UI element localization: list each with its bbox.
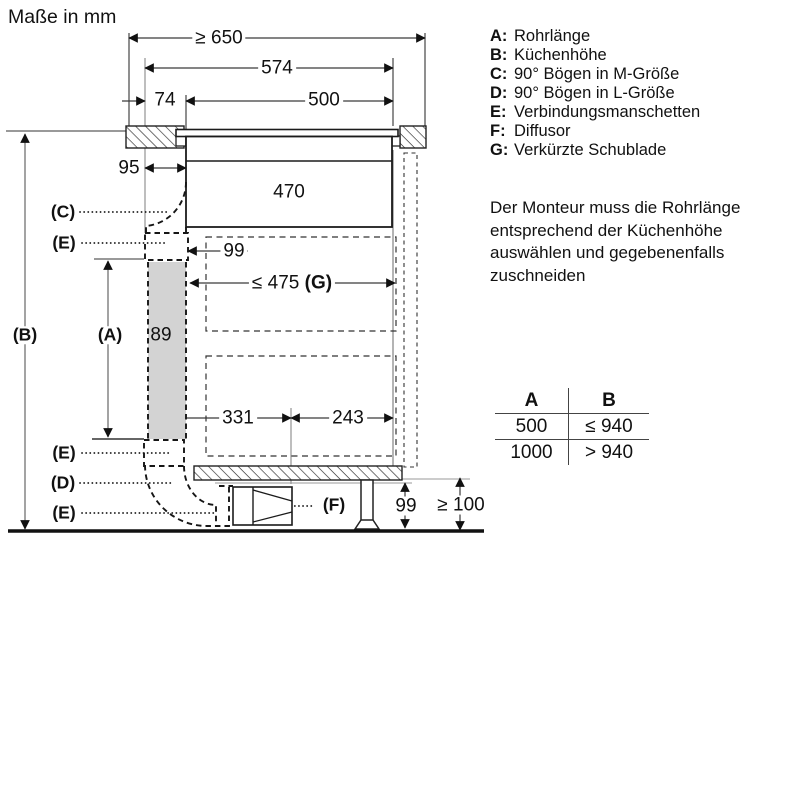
dim-475-g-ref: (G) xyxy=(304,272,333,294)
dim-500: 500 xyxy=(305,91,343,110)
legend-label: Diffusor xyxy=(514,122,571,140)
label-c: (C) xyxy=(48,203,78,221)
note-line: Der Monteur muss die Rohrlänge xyxy=(490,198,741,217)
dim-475-value: ≤ 475 xyxy=(251,272,300,294)
worktop-and-hob xyxy=(126,126,426,227)
legend-item-d xyxy=(490,84,700,103)
table-header-row xyxy=(495,388,649,414)
label-e-middle: (E) xyxy=(49,444,78,462)
table-cell-b: ≤ 940 xyxy=(569,414,650,440)
table-row xyxy=(495,440,649,466)
cabinet-back-strip xyxy=(404,153,417,467)
hob-glass xyxy=(176,130,398,137)
label-a: (A) xyxy=(95,326,125,344)
dim-99-bottom: 99 xyxy=(392,497,419,516)
note-line: zuschneiden xyxy=(490,265,586,285)
legend-key: E: xyxy=(490,103,507,121)
duct-pipe xyxy=(148,262,186,439)
dim-470: 470 xyxy=(270,183,308,202)
drawer-zone-lower xyxy=(206,356,396,456)
table-cell-a: 500 xyxy=(495,414,569,440)
dim-74: 74 xyxy=(151,91,178,110)
dim-331: 331 xyxy=(219,409,257,428)
guide-lines xyxy=(145,58,470,484)
dim-475-g xyxy=(249,274,335,293)
table-cell-b: > 940 xyxy=(584,441,634,463)
legend-item-f xyxy=(490,122,700,141)
dim-574: 574 xyxy=(258,59,296,78)
cabinet-bottom xyxy=(194,466,402,480)
legend-key: D: xyxy=(490,84,508,102)
table-header-a: A xyxy=(495,388,569,414)
bend-m-size xyxy=(146,182,186,233)
legend-key: F: xyxy=(490,122,506,140)
legend-key: G: xyxy=(490,141,509,159)
legend-label: 90° Bögen in M-Größe xyxy=(514,65,680,83)
label-f: (F) xyxy=(320,496,348,514)
legend-key: C: xyxy=(490,65,508,83)
cabinet-leg xyxy=(361,480,373,521)
sleeve-top xyxy=(145,233,188,260)
pipe-length-table xyxy=(495,388,649,465)
dim-100: ≥ 100 xyxy=(434,496,487,515)
dim-99-top: 99 xyxy=(220,242,247,261)
legend-key: A: xyxy=(490,27,508,45)
dim-650: ≥ 650 xyxy=(192,29,245,48)
legend-label: Küchenhöhe xyxy=(514,46,607,64)
legend-label: Rohrlänge xyxy=(514,27,591,45)
note-line: entsprechend der Küchenhöhe xyxy=(490,220,723,240)
table-header-b: B xyxy=(569,388,650,414)
label-d: (D) xyxy=(48,474,78,492)
label-e-bottom: (E) xyxy=(49,504,78,522)
dim-243: 243 xyxy=(329,409,367,428)
legend xyxy=(490,27,700,160)
legend-label: Verkürzte Schublade xyxy=(514,141,667,159)
legend-item-b xyxy=(490,46,700,65)
legend-label: 90° Bögen in L-Größe xyxy=(514,84,675,102)
table-cell-a: 1000 xyxy=(495,440,569,466)
page-title: Maße in mm xyxy=(8,6,117,28)
dim-95: 95 xyxy=(115,159,142,178)
hob-flange-left xyxy=(176,136,186,146)
note-line: auswählen und gegebenenfalls xyxy=(490,243,725,262)
legend-item-a xyxy=(490,27,700,46)
label-b: (B) xyxy=(10,326,40,344)
legend-item-c xyxy=(490,65,700,84)
legend-key: B: xyxy=(490,46,508,64)
label-e-top: (E) xyxy=(49,234,78,252)
legend-item-e xyxy=(490,103,700,122)
table-row xyxy=(495,414,649,440)
dim-89: 89 xyxy=(150,324,172,346)
leg-foot xyxy=(355,520,379,529)
legend-label: Verbindungsmanschetten xyxy=(514,103,701,121)
legend-item-g xyxy=(490,141,700,160)
worktop-right xyxy=(400,126,426,148)
installer-note xyxy=(490,197,740,287)
